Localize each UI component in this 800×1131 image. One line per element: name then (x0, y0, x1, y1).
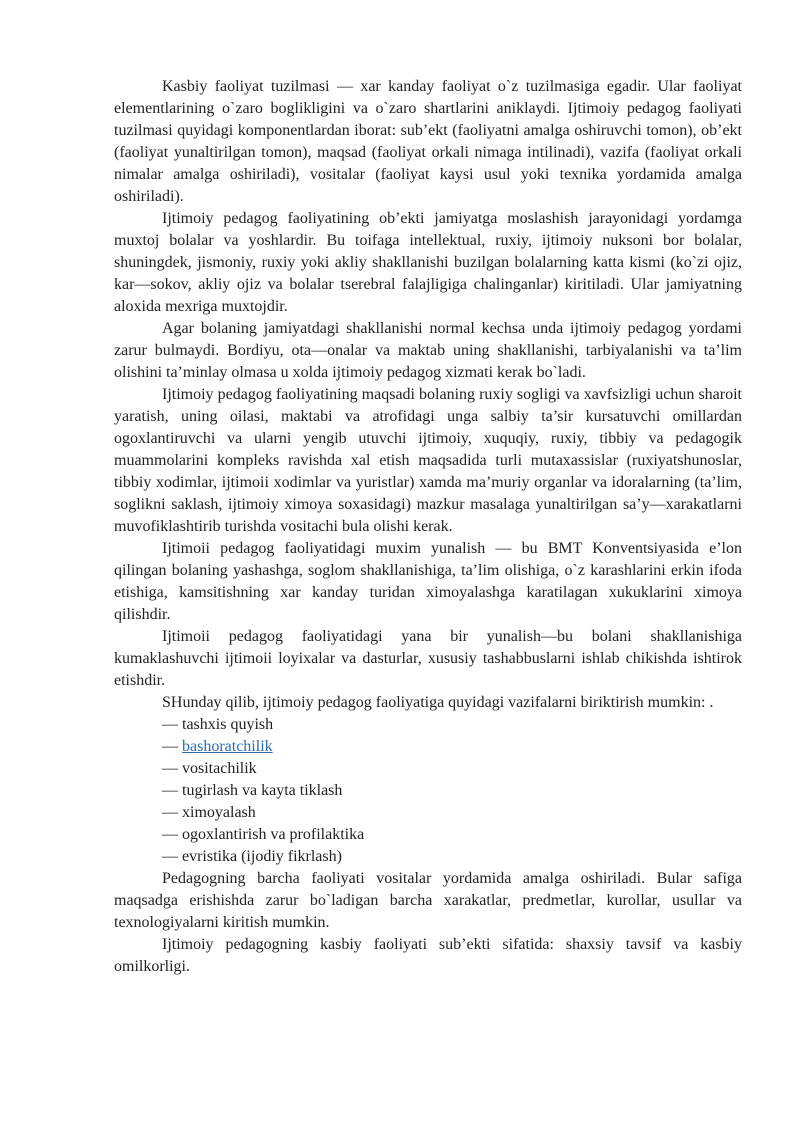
dash-marker: — (162, 782, 178, 799)
paragraph-structure: Kasbiy faoliyat tuzilmasi — xar kanday faoliyat o`z tuzilmasiga egadir. Ular faoliyat elementlarining o`zaro boglikligini va o`zaro shartlarini aniklaydi. Ijtimoiy pedagog faoliyati tuzilmasi quyidagi komponentlardan iborat: sub’ekt (faoliyatni amalga oshiruvchi tomon), ob’ekt (faoliyat yunaltirilgan tomon), maqsad (faoliyat orkali nimaga intilinadi), vazifa (faoliyat orkali nimalar amalga oshiriladi), vositalar (faoliyat kaysi usul yoki texnika yordamida amalga oshiriladi). (114, 78, 742, 205)
paragraph-goal: Ijtimoiy pedagog faoliyatining maqsadi bolaning ruxiy sogligi va xavfsizligi uchun sharoit yaratish, uning oilasi, maktabi va atrofidagi unga salbiy ta’sir kursatuvchi omillardan ogoxlantiruvchi va ularni yengib utuvchi ijtimoiy, xuquqiy, ruxiy, tibbiy va pedagogik muammolarini kompleks ravishda xal etish maqsadida turli mutaxassislar (ruxiyatshunoslar, tibbiy xodimlar, ijtimoii xodimlar va yuristlar) xamda ma’muriy organlar va idoralarning (ta’lim, soglikni saklash, ijtimoiy ximoya soxasidagi) mazkur masalaga yunaltirilgan sa’y—xarakatlarni muvofiklashtirib turishda vositachi bula olishi kerak. (114, 386, 742, 535)
list-item-text: ximoyalash (182, 804, 256, 821)
list-item-text: vositachilik (182, 760, 257, 777)
dash-marker: — (162, 804, 178, 821)
list-item-link[interactable]: bashoratchilik (182, 738, 273, 755)
dash-marker: — (162, 848, 178, 865)
task-list (114, 714, 742, 868)
list-item[interactable] (114, 736, 742, 758)
paragraph-direction-rights: Ijtimoii pedagog faoliyatidagi muxim yunalish — bu BMT Konventsiyasida e’lon qilingan bolaning yashashga, soglom shakllanishiga, ta’lim olishiga, o`z karashlarini erkin ifoda etishiga, kamsitishning xar kanday turidan ximoyalashga karatilagan xukuklarini ximoya qilishdir. (114, 540, 742, 623)
dash-marker: — (162, 760, 178, 777)
list-item-text: evristika (ijodiy fikrlash) (182, 848, 342, 865)
list-item-text: ogoxlantirish va profilaktika (182, 826, 365, 843)
dash-marker: — (162, 716, 178, 733)
dash-marker: — (162, 738, 178, 755)
paragraph-tasks-intro: SHunday qilib, ijtimoiy pedagog faoliyatiga quyidagi vazifalarni biriktirish mumkin: . (162, 694, 714, 711)
paragraph-object: Ijtimoiy pedagog faoliyatining ob’ekti jamiyatga moslashish jarayonidagi yordamga muxtoj bolalar va yoshlardir. Bu toifaga intellektual, ruxiy, ijtimoiy nuksoni bor bolalar, shuningdek, jismoniy, ruxiy yoki akliy shakllanishi buzilgan bolalarning katta kismi (ko`zi ojiz, kar—sokov, akliy ojiz va bolalar tserebral falajligiga chalinganlar) kiritiladi. Ular jamiyatning aloxida mexriga muxtojdir. (114, 210, 742, 315)
document-page (114, 76, 742, 978)
list-item (114, 824, 742, 846)
list-item (114, 802, 742, 824)
paragraph-subject: Ijtimoiy pedagogning kasbiy faoliyati sub’ekti sifatida: shaxsiy tavsif va kasbiy omilkorligi. (114, 936, 742, 975)
list-item-text: tashxis quyish (182, 716, 274, 733)
paragraph-need: Agar bolaning jamiyatdagi shakllanishi normal kechsa unda ijtimoiy pedagog yordami zarur bulmaydi. Bordiyu, ota—onalar va maktab uning shakllanishi, tarbiyalanishi va ta’lim olishini ta’minlay olmasa u xolda ijtimoiy pedagog xizmati kerak bo`ladi. (114, 320, 742, 381)
list-item (114, 758, 742, 780)
list-item-text: tugirlash va kayta tiklash (182, 782, 343, 799)
dash-marker: — (162, 826, 178, 843)
list-item (114, 714, 742, 736)
paragraph-means: Pedagogning barcha faoliyati vositalar yordamida amalga oshiriladi. Bular safiga maqsadga erishishda zarur bo`ladigan barcha xarakatlar, predmetlar, kurollar, usullar va texnologiyalarni kiritish mumkin. (114, 870, 742, 931)
list-item (114, 780, 742, 802)
paragraph-direction-projects: Ijtimoii pedagog faoliyatidagi yana bir yunalish—bu bolani shakllanishiga kumaklashuvchi ijtimoii loyixalar va dasturlar, xususiy tashabbuslarni ishlab chikishda ishtirok etishdir. (114, 628, 742, 689)
list-item (114, 846, 742, 868)
